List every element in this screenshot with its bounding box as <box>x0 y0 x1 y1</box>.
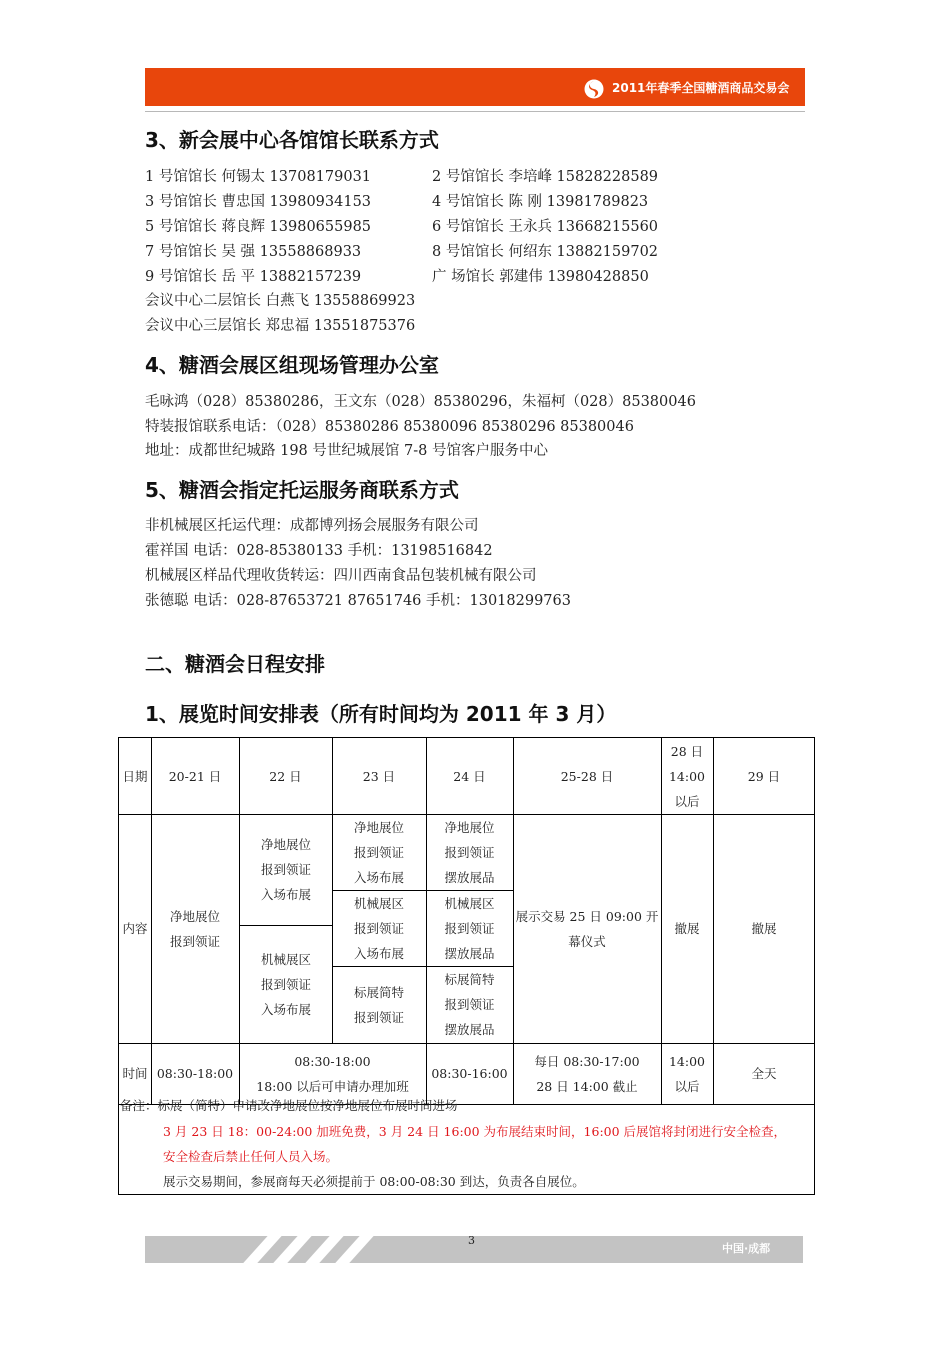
content-cell: 净地展位 报到领证 入场布展 <box>260 837 311 902</box>
hall-manager-contact: 9 号馆馆长 岳 平 13882157239 <box>145 269 362 285</box>
footer-location: 中国·成都 <box>722 1242 771 1255</box>
hall-manager-contact: 1 号馆馆长 何锡太 13708179031 <box>145 169 372 185</box>
shipping-contact-line: 非机械展区托运代理：成都博列扬会展服务有限公司 <box>145 518 479 534</box>
hall-manager-contact: 8 号馆馆长 何绍东 13882159702 <box>432 244 659 260</box>
hall-manager-contact: 4 号馆馆长 陈 刚 13981789823 <box>432 194 649 210</box>
conference-manager-contact: 会议中心三层馆长 郑忠福 13551875376 <box>145 318 416 334</box>
time-cell: 08:30-18:00 <box>156 1066 234 1081</box>
content-cell: 标展简特 报到领证 <box>353 984 404 1025</box>
content-cell: 净地展位 报到领证 <box>169 908 220 949</box>
shipping-contact-line: 张德聪 电话：028-87653721 87651746 手机：13018299763 <box>145 593 571 609</box>
content-cell: 标展简特 报到领证 摆放展品 <box>444 972 495 1037</box>
hall-manager-contact: 7 号馆馆长 吴 强 13558868933 <box>145 244 362 260</box>
schedule-heading: 1、展览时间安排表（所有时间均为 2011 年 3 月） <box>145 702 617 726</box>
section3-heading: 3、新会展中心各馆馆长联系方式 <box>145 128 439 152</box>
time-cell-line: 28 日 14:00 截止 <box>536 1078 638 1094</box>
page-number: 3 <box>468 1234 475 1247</box>
content-cell: 撤展 <box>751 921 777 936</box>
content-cell: 机械展区 报到领证 入场布展 <box>260 951 311 1017</box>
date-header: 20-21 日 <box>168 768 222 784</box>
date-header: 28 日 14:00 以后 <box>668 743 706 809</box>
shipping-contact-line: 机械展区样品代理收货转运：四川西南食品包装机械有限公司 <box>145 568 537 584</box>
hall-manager-contact: 广 场馆长 郭建伟 13980428850 <box>432 269 649 285</box>
content-cell: 撤展 <box>674 921 700 936</box>
office-contact-line: 毛咏鸿（028）85380286，王文东（028）85380296，朱福柯（028）85380046 <box>145 394 696 410</box>
exhibition-schedule-table <box>118 737 815 1195</box>
content-cell: 展示交易 25 日 09:00 开幕仪式 <box>515 908 659 949</box>
date-header: 24 日 <box>453 768 486 784</box>
time-cell-line: 18:00 以后可申请办理加班 <box>256 1078 409 1094</box>
time-cell: 08:30-16:00 <box>431 1066 508 1081</box>
office-address: 地址：成都世纪城路 198 号世纪城展馆 7-8 号馆客户服务中心 <box>145 443 548 459</box>
row-label-date: 日期 <box>122 768 148 784</box>
part2-heading: 二、糖酒会日程安排 <box>145 652 325 676</box>
shipping-contact-line: 霍祥国 电话：028-85380133 手机：13198516842 <box>145 543 493 559</box>
hall-manager-contact: 2 号馆馆长 李培峰 15828228589 <box>432 169 659 185</box>
time-cell: 14:00 以后 <box>668 1053 706 1094</box>
conference-manager-contact: 会议中心二层馆长 白燕飞 13558869923 <box>145 293 416 309</box>
header-title: 2011年春季全国糖酒商品交易会 <box>612 81 790 95</box>
office-contact-line: 特装报馆联系电话：（028）85380286 85380096 85380296 85380046 <box>145 419 634 435</box>
hall-manager-contact: 5 号馆馆长 蒋良辉 13980655985 <box>145 219 372 235</box>
content-cell: 机械展区 报到领证 入场布展 <box>353 895 404 961</box>
date-header: 23 日 <box>362 768 396 784</box>
content-cell: 机械展区 报到领证 摆放展品 <box>444 895 495 961</box>
date-header: 22 日 <box>269 768 302 784</box>
row-label-content: 内容 <box>122 921 148 936</box>
header-divider <box>145 111 805 112</box>
hall-manager-contact: 6 号馆馆长 王永兵 13668215560 <box>432 219 659 235</box>
section4-heading: 4、糖酒会展区组现场管理办公室 <box>145 353 439 377</box>
schedule-note: 展示交易期间，参展商每天必须提前于 08:00-08:30 到达，负责各自展位。 <box>163 1174 585 1189</box>
fair-swirl-logo-icon <box>584 79 604 99</box>
time-cell <box>513 1043 661 1104</box>
time-cell: 全天 <box>751 1066 777 1081</box>
time-cell-line: 每日 08:30-17:00 <box>534 1053 640 1069</box>
content-cell: 净地展位 报到领证 入场布展 <box>353 819 404 885</box>
date-header: 29 日 <box>747 768 781 784</box>
hall-manager-contact: 3 号馆馆长 曹忠国 13980934153 <box>145 194 372 210</box>
section5-heading: 5、糖酒会指定托运服务商联系方式 <box>145 478 459 502</box>
content-cell: 净地展位 报到领证 摆放展品 <box>444 819 495 885</box>
schedule-note-warning: 安全检查后禁止任何人员入场。 <box>163 1149 339 1164</box>
schedule-note-warning: 3 月 23 日 18：00-24:00 加班免费，3 月 24 日 16:00 为布展结束时间，16:00 后展馆将封闭进行安全检查， <box>163 1124 787 1139</box>
date-header: 25-28 日 <box>560 768 614 784</box>
time-cell-line: 08:30-18:00 <box>294 1053 371 1069</box>
row-label-time: 时间 <box>122 1066 148 1081</box>
schedule-note: 备注：标展（简特）申请改净地展位按净地展位布展时间进场 <box>120 1098 458 1113</box>
